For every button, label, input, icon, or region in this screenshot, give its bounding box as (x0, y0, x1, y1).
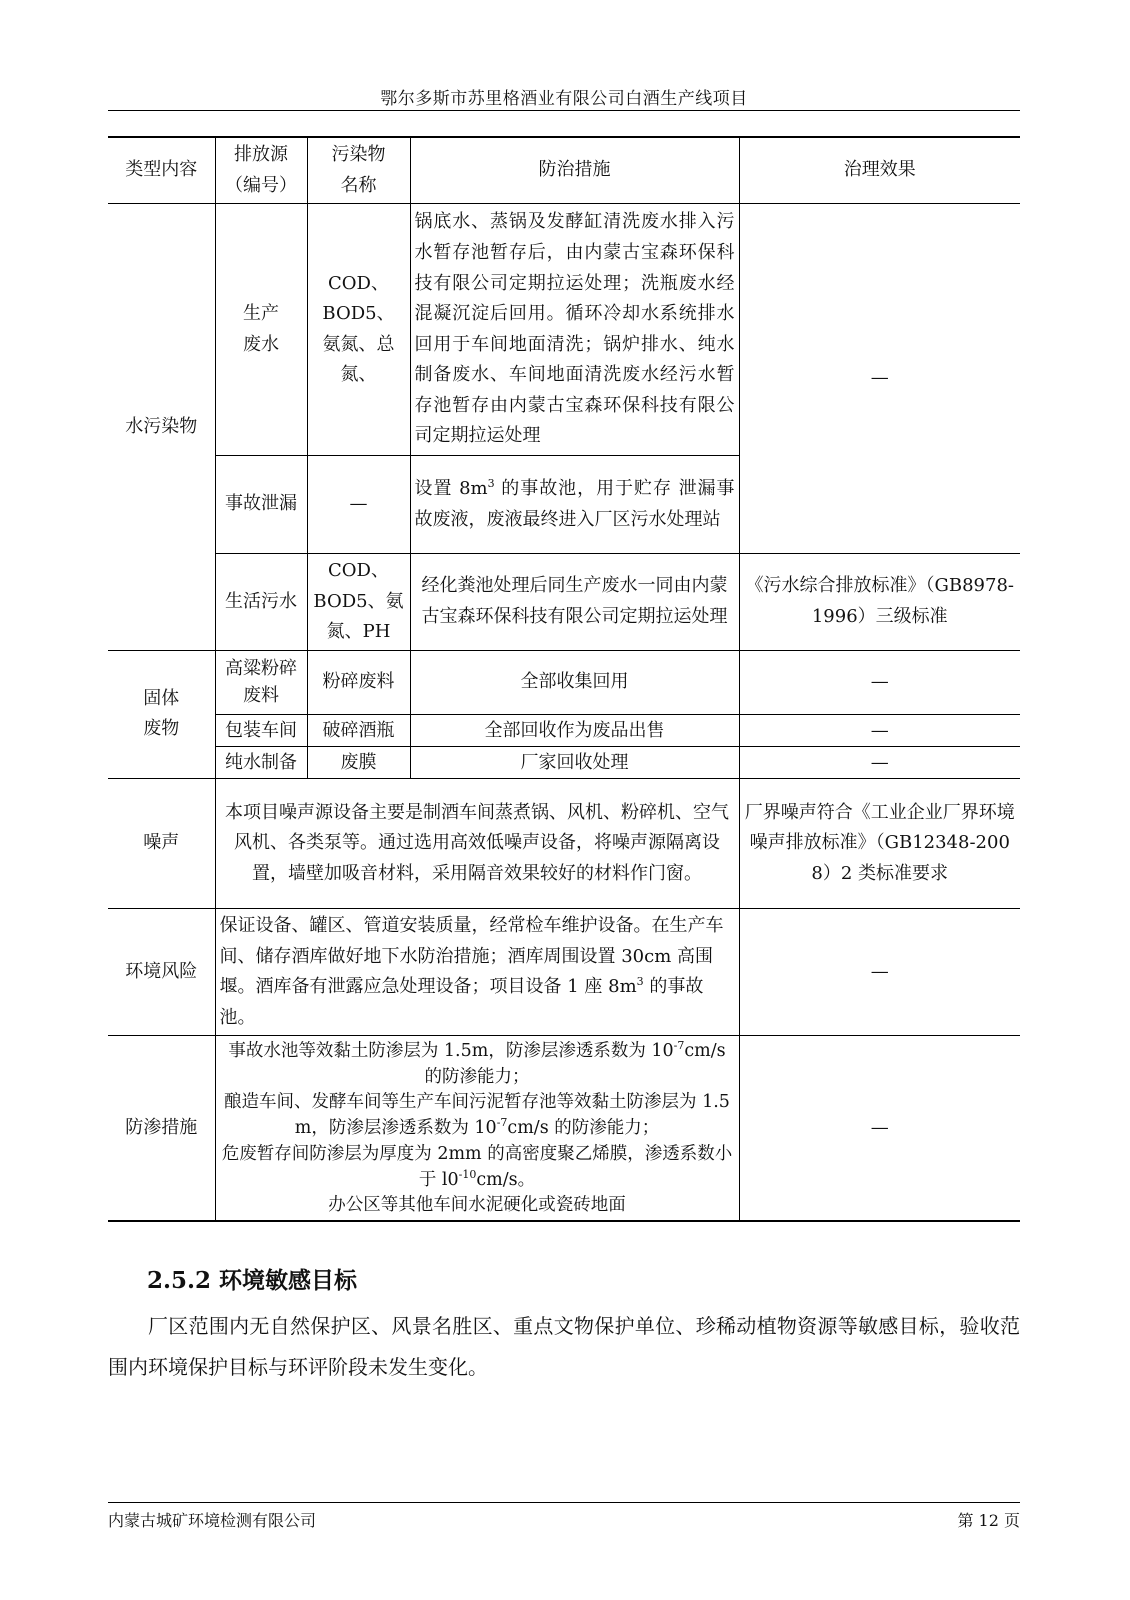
table-row (108, 554, 1020, 651)
source-solid: 包装车间 (215, 714, 307, 746)
table-row (108, 746, 1020, 778)
header-pollutant: 污染物 名称 (307, 137, 410, 204)
type-solid-waste: 固体 废物 (108, 650, 215, 778)
type-noise: 噪声 (108, 778, 215, 908)
seepage-line: 酿造车间、发酵车间等生产车间污泥暂存池等效黏土防渗层为 1.5m，防渗层渗透系数为 $10^{-7}cm/s$ 的防渗能力； (224, 1091, 730, 1139)
source-solid: 高粱粉碎 废料 (215, 650, 307, 714)
measure-solid: 全部回收作为废品出售 (410, 714, 739, 746)
table-header-row (108, 137, 1020, 204)
header-effect: 治理效果 (739, 137, 1020, 204)
table-row (108, 204, 1020, 456)
measure-solid: 全部收集回用 (410, 650, 739, 714)
type-env-risk: 环境风险 (108, 908, 215, 1035)
effect-production: — (739, 204, 1020, 554)
pollutant-production: COD、 BOD5、 氨氮、总氮、 (307, 204, 410, 456)
effect-noise: 厂界噪声符合《工业企业厂界环境噪声排放标准》（GB12348-2008）2 类标准要求 (739, 778, 1020, 908)
measure-env-risk: 保证设备、罐区、管道安装质量，经常检车维护设备。在生产车间、储存酒库做好地下水防治措施；酒库周围设置 30cm 高围堰。酒库备有泄露应急处理设备；项目设备 1 座 $8m^3$ 的事故池。 (215, 908, 739, 1035)
measure-production: 锅底水、蒸锅及发酵缸清洗废水排入污水暂存池暂存后，由内蒙古宝森环保科技有限公司定期拉运处理；洗瓶废水经混凝沉淀后回用。循环冷却水系统排水回用于车间地面清洗；锅炉排水、纯水制备废水、车间地面清洗废水经污水暂存池暂存由内蒙古宝森环保科技有限公司定期拉运处理 (410, 204, 739, 456)
pollutant-solid: 粉碎废料 (307, 650, 410, 714)
seepage-line: 危废暂存间防渗层为厚度为 2mm 的高密度聚乙烯膜，渗透系数小于 $l0^{-10}cm/s$。 (221, 1143, 733, 1190)
seepage-line: 事故水池等效黏土防渗层为 1.5m，防渗层渗透系数为 $10^{-7}cm/s$ 的防渗能力； (228, 1039, 726, 1087)
footer-rule (108, 1502, 1020, 1503)
source-production-wastewater: 生产 废水 (215, 204, 307, 456)
pollution-control-table (108, 136, 1020, 1222)
effect-env-risk: — (739, 908, 1020, 1035)
source-accident-leak: 事故泄漏 (215, 456, 307, 554)
header-source: 排放源 （编号） (215, 137, 307, 204)
header-type: 类型内容 (108, 137, 215, 204)
source-solid: 纯水制备 (215, 746, 307, 778)
measure-solid: 厂家回收处理 (410, 746, 739, 778)
effect-seepage: — (739, 1036, 1020, 1222)
header-rule (108, 110, 1020, 111)
table-row (108, 908, 1020, 1035)
footer-company: 内蒙古城矿环境检测有限公司 (108, 1511, 317, 1530)
table-row (108, 778, 1020, 908)
table-row (108, 1036, 1020, 1222)
effect-solid: — (739, 746, 1020, 778)
section-paragraph: 厂区范围内无自然保护区、风景名胜区、重点文物保护单位、珍稀动植物资源等敏感目标，验收范围内环境保护目标与环评阶段未发生变化。 (108, 1314, 1020, 1379)
seepage-line: 办公区等其他车间水泥硬化或瓷砖地面 (328, 1195, 626, 1216)
pollutant-domestic: COD、 BOD5、氨 氮、PH (307, 554, 410, 651)
footer-page-number: 第 12 页 (957, 1511, 1020, 1530)
section-heading: 2.5.2 环境敏感目标 (147, 1267, 358, 1294)
page-header-title: 鄂尔多斯市苏里格酒业有限公司白酒生产线项目 (380, 89, 748, 109)
type-water: 水污染物 (108, 204, 215, 651)
header-measure: 防治措施 (410, 137, 739, 204)
pollutant-accident: — (307, 456, 410, 554)
effect-solid: — (739, 714, 1020, 746)
effect-domestic: 《污水综合排放标准》（GB8978-1996）三级标准 (739, 554, 1020, 651)
measure-noise: 本项目噪声源设备主要是制酒车间蒸煮锅、风机、粉碎机、空气风机、各类泵等。通过选用高效低噪声设备，将噪声源隔离设置，墙壁加吸音材料，采用隔音效果较好的材料作门窗。 (215, 778, 739, 908)
pollutant-solid: 废膜 (307, 746, 410, 778)
measure-domestic: 经化粪池处理后同生产废水一同由内蒙古宝森环保科技有限公司定期拉运处理 (410, 554, 739, 651)
table-row (108, 714, 1020, 746)
source-domestic: 生活污水 (215, 554, 307, 651)
measure-accident: 设置 $8m^3$ 的事故池，用于贮存 泄漏事故废液，废液最终进入厂区污水处理站 (410, 456, 739, 554)
pollutant-solid: 破碎酒瓶 (307, 714, 410, 746)
measure-seepage (215, 1036, 739, 1222)
type-seepage: 防渗措施 (108, 1036, 215, 1222)
table-row (108, 650, 1020, 714)
effect-solid: — (739, 650, 1020, 714)
